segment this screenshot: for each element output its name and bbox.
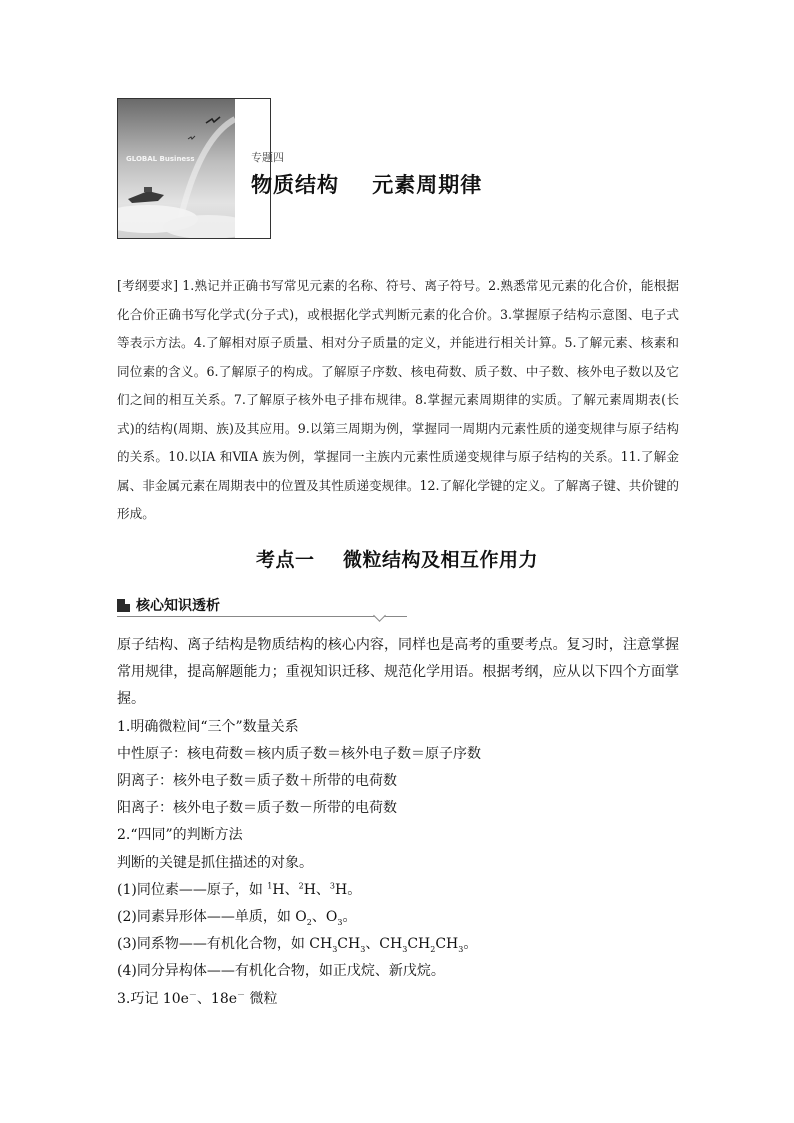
subheader-rule — [117, 616, 407, 617]
requirements-text: [考纲要求] 1.熟记并正确书写常见元素的名称、符号、离子符号。2.熟悉常见元素的化合价，能根据化合价正确书写化学式(分子式)，或根据化学式判断元素的化合价。3.掌握原子结构示意图、电子式等表示方法。4.了解相对原子质量、相对分子质量的定义，并能进行相关计算。5.了解元素、核素和同位素的含义。6.了解原子的构成。了解原子序数、核电荷数、质子数、中子数、核外电子数以及它们之间的相互关系。7.了解原子核外电子排布规律。8.掌握元素周期律的实质。了解元素周期表(长式)的结构(周期、族)及其应用。9.以第三周期为例，掌握同一周期内元素性质的递变规律与原子结构的关系。10.以ⅠA 和ⅦA 族为例，掌握同一主族内元素性质递变规律与原子结构的关系。11.了解金属、非金属元素在周期表中的位置及其性质递变规律。12.了解化学键的定义。了解离子键、共价键的形成。 — [117, 278, 679, 521]
content-body — [117, 632, 679, 1013]
homolog-line: (3)同系物——有机化合物，如 $CH_3CH_3$、$CH_3CH_2CH_3$。 — [117, 936, 478, 955]
chapter-label: 专题四 — [251, 151, 284, 164]
chapter-cover-frame — [117, 98, 271, 239]
syllabus-requirements — [117, 272, 679, 529]
item1-title: 1.明确微粒间“三个”数量关系 — [117, 718, 299, 735]
isomer-line: (4)同分异构体——有机化合物，如正戊烷、新戊烷。 — [117, 963, 445, 980]
intro-paragraph: 原子结构、离子结构是物质结构的核心内容，同样也是高考的重要考点。复习时，注意掌握常用规律，提高解题能力；重视知识迁移、规范化学用语。根据考纲，应从以下四个方面掌握。 — [117, 637, 679, 708]
item1-line-cation: 阳离子：核外电子数＝质子数－所带的电荷数 — [117, 800, 397, 817]
item2-title: 2.“四同”的判断方法 — [117, 827, 243, 844]
chapter-title: 物质结构 元素周期律 — [251, 173, 483, 197]
item1-line-anion: 阴离子：核外电子数＝质子数＋所带的电荷数 — [117, 773, 397, 790]
chapter-cover-image — [118, 99, 235, 238]
item3-title: 3.巧记 10e－、18e－ 微粒 — [117, 989, 278, 1007]
square-bullet-icon — [117, 599, 130, 612]
item1-line-neutral-atom: 中性原子：核电荷数＝核内质子数＝核外电子数＝原子序数 — [117, 745, 481, 762]
subheader-title: 核心知识透析 — [136, 598, 220, 614]
isotope-line: (1)同位素——原子，如 $^1$H、$^2$H、$^3$H。 — [117, 881, 362, 898]
item2-description: 判断的关键是抓住描述的对象。 — [117, 854, 313, 871]
subheader — [117, 594, 417, 620]
cover-image-text: GLOBAL Business — [126, 155, 195, 163]
section-title: 考点一 微粒结构及相互作用力 — [256, 549, 538, 571]
allotrope-line: (2)同素异形体——单质，如 $O_2$、$O_3$。 — [117, 909, 357, 927]
subheader-notch-icon — [373, 609, 386, 622]
